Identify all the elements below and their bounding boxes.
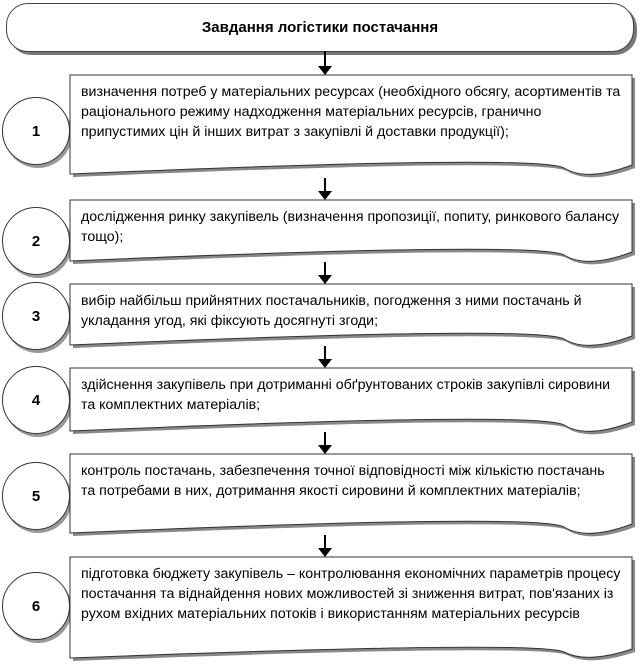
arrow-3-to-4	[318, 346, 332, 368]
step-2	[0, 200, 643, 263]
diagram-title: Завдання логістики постачання	[6, 3, 634, 52]
step-number-circle: 6	[2, 572, 70, 640]
arrow-1-to-2	[318, 178, 332, 200]
step-number-circle: 3	[2, 282, 70, 350]
arrow-title-to-1	[318, 51, 332, 75]
arrow-5-to-6	[318, 535, 332, 557]
step-description-box	[70, 200, 632, 263]
step-4	[0, 368, 643, 433]
step-description-box	[70, 557, 632, 661]
step-3	[0, 284, 643, 347]
step-5	[0, 454, 643, 536]
step-text: здійснення закупівель при дотриманні обґрунтованих строків закупівлі сировини та комплектних матеріалів;	[81, 377, 611, 413]
step-number-circle: 1	[2, 97, 70, 165]
arrow-2-to-3	[318, 262, 332, 284]
step-6	[0, 557, 643, 661]
arrow-4-to-5	[318, 432, 332, 454]
step-number-circle: 4	[2, 366, 70, 434]
step-1	[0, 75, 643, 179]
step-description-box	[70, 454, 632, 536]
step-text: дослідження ринку закупівель (визначення пропозиції, попиту, ринкового балансу тощо);	[81, 209, 620, 245]
step-number-circle: 5	[2, 462, 70, 530]
step-description-box	[70, 75, 632, 179]
step-number-circle: 2	[2, 207, 70, 275]
step-description-box	[70, 284, 632, 347]
step-text: підготовка бюджету закупівель – контролювання економічних параметрів процесу постачання та віднайдення нових можливостей зі зниження витрат, пов'язаних із рухом вхідних матеріальних потоків і використанням матеріальних ресурсів	[81, 566, 621, 622]
step-text: контроль постачань, забезпечення точної відповідності між кількістю постачань та потребами в них, дотримання якості сировини й комплектних матеріалів;	[81, 463, 605, 499]
step-description-box	[70, 368, 632, 433]
step-text: вибір найбільш прийнятних постачальників, погодження з ними постачань й укладання угод, які фіксують досягнуті згоди;	[81, 293, 582, 329]
step-text: визначення потреб у матеріальних ресурсах (необхідного обсягу, асортиментів та раціонального режиму надходження матеріальних ресурсів, гранично припустимих цін й інших витрат з закупівлі й доставки продукції);	[81, 84, 621, 140]
